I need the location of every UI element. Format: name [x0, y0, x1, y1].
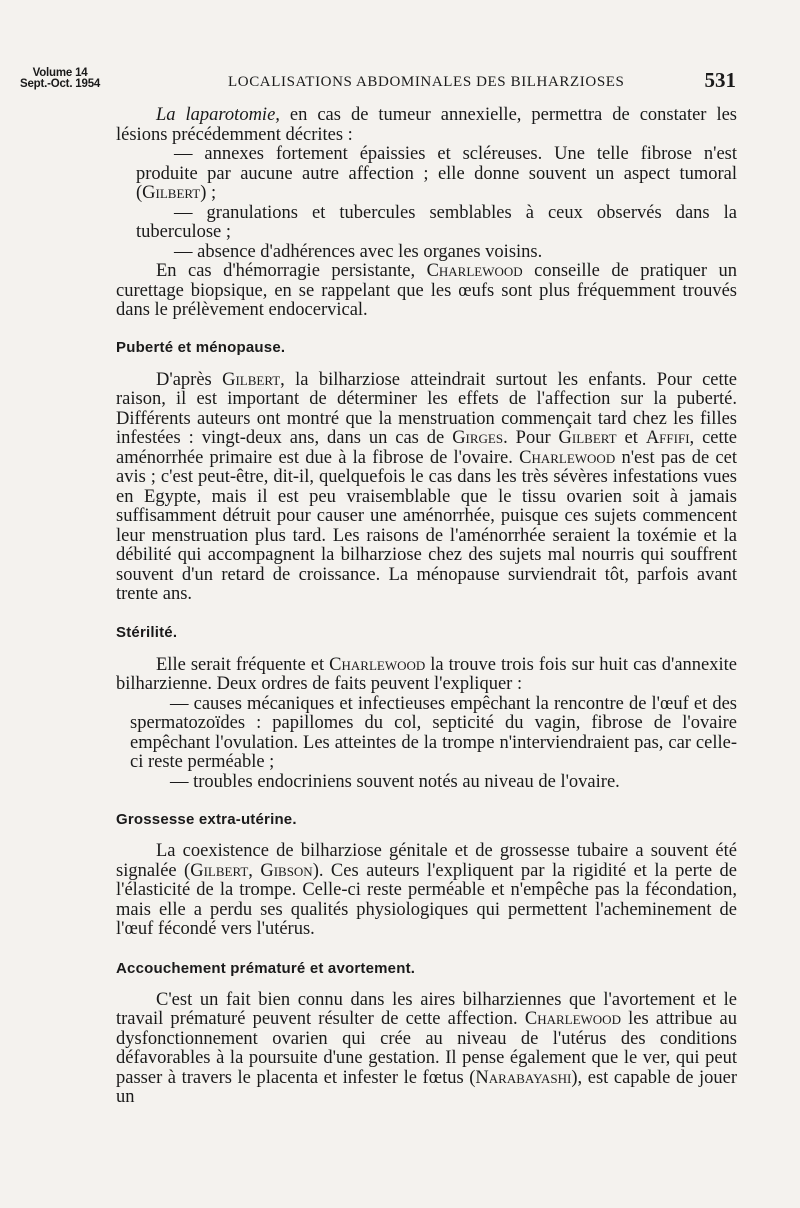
list-item: — causes mécaniques et infectieuses empêchant la rencontre de l'œuf et des spermatozoïdes : papillomes du col, septicité du vagin, fibrose de l'ovaire empêchant l'ovulation. Les atteintes de la trompe n'interviendraient pas, car celle-ci reste perméable ;: [130, 693, 737, 772]
paragraph-accouchement: C'est un fait bien connu dans les aires bilharziennes que l'avortement et le travail prématuré peuvent résulter de cette affection. Charlewood les attribue au dysfonctionnement ovarien qui crée au niveau de l'utérus des conditions défavorables à la poursuite d'une gestation. Il pense également que le ver, qui peut passer à travers le placenta et infester le fœtus (Narabayashi), est capable de jouer un: [116, 989, 738, 1107]
author-name: Charlewood: [329, 654, 426, 675]
list-item: — absence d'adhérences avec les organes voisins.: [174, 241, 543, 262]
author-name: Charlewood: [519, 447, 616, 468]
list: [116, 695, 737, 793]
paragraph-puberte: D'après Gilbert, la bilharziose atteindrait surtout les enfants. Pour cette raison, il est important de déterminer les effets de l'affection sur la puberté. Différents auteurs ont montré que la menstruation commençait tard chez les filles infestées : vingt-deux ans, dans un cas de Girges. Pour Gilbert et Affifi, cette aménorrhée primaire est due à la fibrose de l'ovaire. Charlewood n'est pas de cet avis ; c'est peut-être, dit-il, quelquefois le cas dans les très sévères infestations vues en Egypte, mais il est peu vraisemblable que le tissu ovarien soit à jamais suffisamment détruit pour causer une aménorrhée, puisque ces sujets commencent leur menstruation plus tard. Les raisons de l'aménorrhée seraient la toxémie et la débilité qui accompagnent la bilharziose chez des sujets mal nourris qui souffrent souvent d'un retard de croissance. La ménopause surviendrait tôt, parfois avant trente ans.: [116, 369, 738, 604]
author-name: Gilbert: [558, 428, 617, 448]
section-heading-puberte: Puberté et ménopause.: [116, 338, 286, 356]
volume-number: Volume 14: [32, 67, 88, 79]
running-title: LOCALISATIONS ABDOMINALES DES BILHARZIOSES: [228, 74, 625, 90]
author-name: Charlewood: [426, 261, 523, 281]
author-name: Affifi: [645, 428, 690, 448]
paragraph-laparotomie: La laparotomie, en cas de tumeur annexielle, permettra de constater les lésions précédemment décrites :: [116, 105, 737, 145]
italic-lead: La laparotomie,: [156, 105, 280, 125]
list-item: — annexes fortement épaissies et scléreuses. Une telle fibrose n'est produite par aucune autre affection ; elle donne souvent un aspect tumoral (Gilbert) ;: [136, 144, 737, 203]
paragraph-hemorragie: En cas d'hémorragie persistante, Charlewood conseille de pratiquer un curettage biopsique, en se rappelant que les œufs sont plus fréquemment trouvés dans le prélèvement endocervical.: [116, 261, 737, 320]
section-heading-grossesse: Grossesse extra-utérine.: [116, 811, 297, 828]
issue-date: Sept.-Oct. 1954: [20, 78, 101, 90]
author-name: Gilbert: [190, 860, 249, 881]
list-item: — troubles endocriniens souvent notés au niveau de l'ovaire.: [170, 771, 620, 792]
author-name: Gilbert: [142, 183, 201, 203]
author-name: Gilbert: [222, 369, 281, 390]
section-heading-sterilite: Stérilité.: [116, 623, 178, 641]
page-number: 531: [704, 68, 736, 92]
author-name: Girges: [452, 428, 504, 448]
volume-info: [20, 68, 100, 90]
author-name: Charlewood: [524, 1009, 621, 1029]
section-heading-accouchement: Accouchement prématuré et avortement.: [116, 959, 416, 977]
author-name: Narabayashi: [475, 1067, 572, 1088]
paragraph-grossesse: La coexistence de bilharziose génitale et de grossesse tubaire a souvent été signalée (Gilbert, Gibson). Ces auteurs l'expliquent par la rigidité et la perte de l'élasticité de la trompe. Celle-ci reste perméable et n'empêche pas la fécondation, mais elle a perdu ses qualités physiologiques qui permettent l'acheminement de l'œuf fécondé vers l'utérus.: [116, 841, 737, 939]
author-name: Gibson: [260, 860, 313, 881]
list-item: — granulations et tubercules semblables à ceux observés dans la tuberculose ;: [136, 202, 737, 242]
article-body: [116, 106, 737, 1108]
running-header: [0, 66, 800, 98]
paragraph-sterilite: Elle serait fréquente et Charlewood la trouve trois fois sur huit cas d'annexite bilharzienne. Deux ordres de faits peuvent l'expliquer :: [116, 654, 737, 694]
